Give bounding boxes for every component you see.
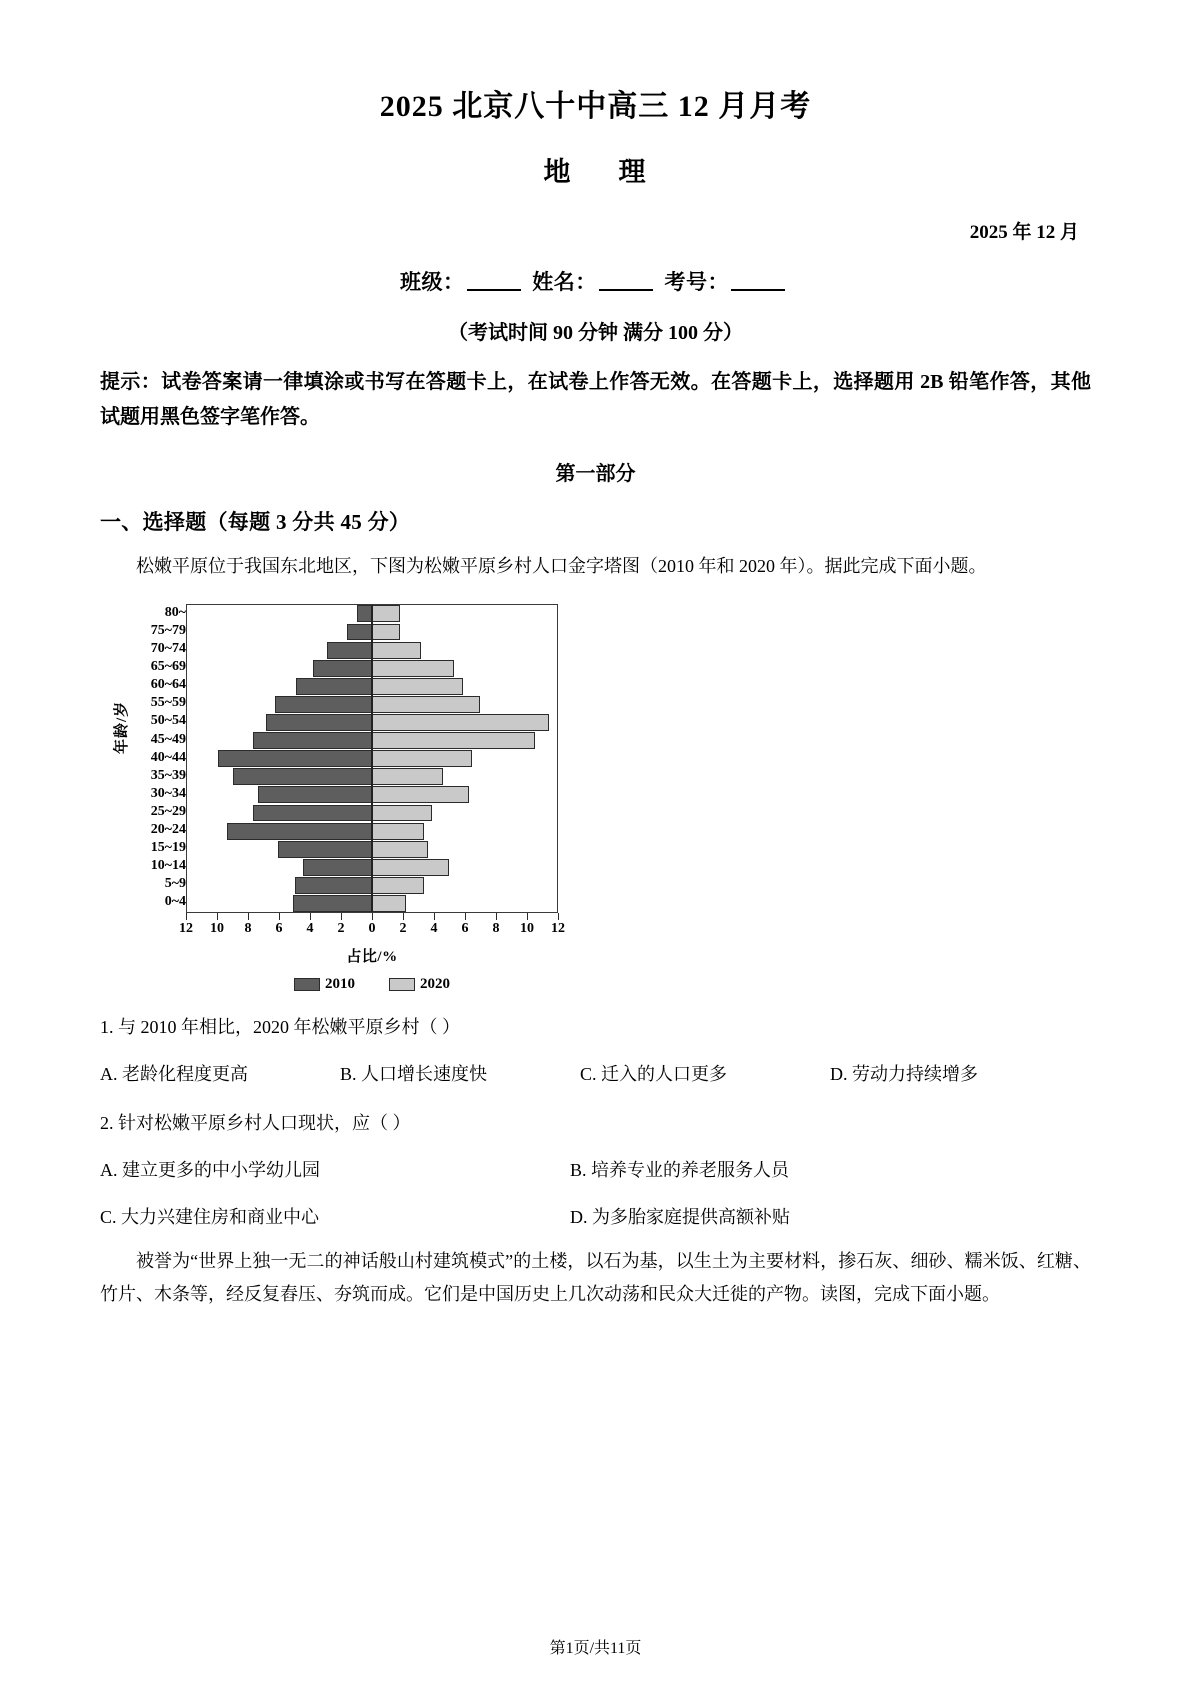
legend-swatch-2020 [389,978,415,991]
chart-center-axis [371,605,373,913]
chart-y-tick: 25~29 [150,803,186,819]
chart-x-tick-mark [279,913,280,920]
subject-char-left: 地 [543,156,573,187]
part-title: 第一部分 [555,462,636,485]
chart-bar-2010 [313,660,372,677]
page-footer: 第1页/共11页 [549,1640,642,1657]
chart-bar-2020 [372,841,428,858]
chart-bar-2010 [233,768,372,785]
legend-item-2010 [294,976,355,993]
chart-bar-2010 [295,877,372,894]
chart-bar-2020 [372,732,535,749]
tail-paragraph: 被誉为“世界上独一无二的神话般山村建筑模式”的土楼，以石为基，以生土为主要材料，掺石灰、细砂、糯米饭、红糖、竹片、木条等，经反复舂压、夯筑而成。它们是中国历史上几次动荡和民众大迁徙的产物。读图，完成下面小题。 [100,1251,1091,1304]
question-1-stem: 1. 与 2010 年相比，2020 年松嫩平原乡村（ ） [100,1017,460,1038]
chart-y-tick: 65~69 [150,659,186,675]
chart-x-tick-mark [527,913,528,920]
chart-y-tick: 35~39 [150,767,186,783]
chart-legend [186,966,558,993]
legend-swatch-2010 [294,978,320,991]
chart-bar-2020 [372,895,406,912]
chart-x-tick-label: 10 [210,921,224,937]
chart-x-tick-label: 6 [461,921,469,937]
chart-bar-2020 [372,805,432,822]
chart-x-tick-mark [186,913,187,920]
chart-bar-2010 [218,750,372,767]
chart-x-tick-labels [179,921,565,941]
question-intro: 松嫩平原位于我国东北地区，下图为松嫩平原乡村人口金字塔图（2010 年和 2020 年）。据此完成下面小题。 [136,555,987,576]
chart-bar-2010 [296,678,372,695]
chart-bar-2010 [227,823,372,840]
name-blank[interactable] [599,273,653,291]
chart-x-axis-ticks [186,913,558,921]
student-id-line [100,244,1091,296]
question-2-option-b[interactable]: B. 培养专业的养老服务人员 [570,1159,790,1180]
class-blank[interactable] [467,273,521,291]
chart-x-tick-mark [248,913,249,920]
chart-bar-2010 [253,732,372,749]
legend-label-2010: 2010 [325,976,355,993]
chart-y-tick: 0~4 [164,894,186,910]
chart-bar-2010 [357,605,372,622]
chart-x-tick-mark [217,913,218,920]
chart-bar-2020 [372,750,472,767]
subject-char-right: 理 [618,156,648,187]
chart-y-axis-label: 年龄/岁 [114,700,130,754]
question-2-option-d[interactable]: D. 为多胎家庭提供高额补贴 [570,1206,790,1227]
question-1-option-b[interactable]: B. 人口增长速度快 [340,1064,488,1085]
chart-bar-2020 [372,605,400,622]
chart-y-tick: 60~64 [150,677,186,693]
question-1-option-d[interactable]: D. 劳动力持续增多 [830,1064,978,1085]
chart-bar-2020 [372,642,421,659]
chart-bar-2020 [372,786,469,803]
chart-y-tick: 55~59 [150,695,186,711]
legend-label-2020: 2020 [420,976,450,993]
population-pyramid-chart [100,582,1091,994]
chart-x-tick-mark [434,913,435,920]
exam-date: 2025 年 12 月 [969,221,1079,243]
chart-x-tick-label: 12 [551,921,565,937]
chart-bar-2010 [303,859,372,876]
chart-y-tick: 5~9 [164,876,186,892]
chart-bar-2010 [347,624,372,641]
chart-y-tick: 40~44 [150,749,186,765]
exam-number-label: 考号： [664,269,729,294]
chart-bar-2020 [372,678,463,695]
chart-x-tick-mark [372,913,373,920]
chart-bar-2020 [372,696,480,713]
question-2-stem: 2. 针对松嫩平原乡村人口现状，应（ ） [100,1113,411,1134]
chart-bar-2020 [372,624,400,641]
chart-y-tick: 70~74 [150,641,186,657]
chart-bar-2020 [372,660,454,677]
chart-bar-2010 [266,714,372,731]
chart-x-tick-label: 4 [430,921,438,937]
chart-y-tick: 20~24 [150,822,186,838]
chart-x-tick-mark [403,913,404,920]
chart-x-tick-label: 10 [520,921,534,937]
chart-x-tick-label: 2 [399,921,407,937]
chart-bar-2010 [253,805,372,822]
section-title: 一、选择题（每题 3 分共 45 分） [100,509,411,534]
chart-x-tick-mark [496,913,497,920]
chart-bar-2020 [372,877,424,894]
chart-x-tick-label: 0 [368,921,376,937]
chart-bar-2020 [372,768,443,785]
chart-bar-2020 [372,823,424,840]
chart-x-axis-label: 占比/% [346,949,398,966]
chart-x-tick-label: 2 [337,921,345,937]
subject-title [100,126,1091,189]
question-1-options [100,1042,1091,1089]
chart-x-tick-label: 8 [492,921,500,937]
chart-x-tick-mark [341,913,342,920]
chart-y-tick: 10~14 [150,858,186,874]
chart-bar-2010 [293,895,372,912]
chart-bar-2010 [275,696,372,713]
chart-x-tick-mark [465,913,466,920]
question-2-options-row2 [100,1185,1091,1232]
chart-y-tick: 50~54 [150,713,186,729]
chart-x-tick-label: 12 [179,921,193,937]
question-2-option-c[interactable]: C. 大力兴建住房和商业中心 [100,1206,320,1227]
name-label: 姓名： [532,269,597,294]
chart-bar-2020 [372,714,549,731]
chart-plot-area [186,604,558,914]
question-2-option-a[interactable]: A. 建立更多的中小学幼儿园 [100,1159,320,1180]
chart-x-tick-label: 6 [275,921,283,937]
chart-y-tick: 75~79 [150,622,186,638]
chart-y-tick-labels [112,604,186,914]
chart-bar-2010 [278,841,372,858]
question-1-option-c[interactable]: C. 迁入的人口更多 [580,1064,728,1085]
chart-x-tick-mark [310,913,311,920]
chart-x-tick-label: 8 [244,921,252,937]
chart-x-tick-label: 4 [306,921,314,937]
chart-y-tick: 45~49 [150,731,186,747]
exam-info: （考试时间 90 分钟 满分 100 分） [448,321,743,344]
chart-bar-2010 [327,642,372,659]
exam-number-blank[interactable] [731,273,785,291]
chart-x-tick-mark [558,913,559,920]
question-2-options-row1 [100,1138,1091,1185]
legend-item-2020 [389,976,450,993]
chart-bar-2010 [258,786,372,803]
page-title: 2025 北京八十中高三 12 月月考 [379,90,812,123]
exam-tip: 提示：试卷答案请一律填涂或书写在答题卡上，在试卷上作答无效。在答题卡上，选择题用 2B 铅笔作答，其他试题用黑色签字笔作答。 [100,370,1091,428]
class-label: 班级： [400,269,465,294]
chart-y-tick: 80~ [164,604,186,620]
chart-y-tick: 15~19 [150,840,186,856]
question-1-option-a[interactable]: A. 老龄化程度更高 [100,1064,248,1085]
chart-y-tick: 30~34 [150,785,186,801]
chart-bar-2020 [372,859,449,876]
